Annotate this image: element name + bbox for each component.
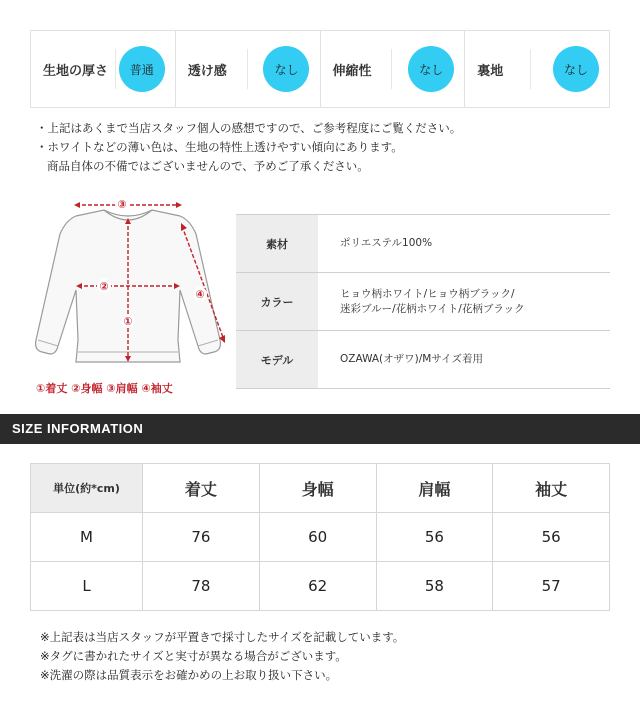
divider — [391, 49, 392, 89]
property-label: 生地の厚さ — [43, 63, 109, 79]
garment-measurement-diagram — [30, 190, 226, 380]
footnote-line: ※タグに書かれたサイズと実寸が異なる場合がございます。 — [40, 649, 347, 663]
property-badge: 普通 — [119, 46, 165, 92]
divider — [247, 49, 248, 89]
property-stretch — [321, 31, 466, 107]
spec-value — [318, 273, 610, 330]
column-header: 肩幅 — [376, 464, 493, 513]
measure-marker-length: ① — [123, 315, 133, 328]
note-line: 商品自体の不備ではございませんので、予めご了承ください。 — [47, 159, 369, 173]
measure-marker-shoulder: ③ — [117, 198, 127, 211]
spec-row-color — [236, 273, 610, 331]
size-value: 60 — [259, 513, 376, 562]
size-table-header — [31, 464, 610, 513]
spec-key: 素材 — [236, 215, 318, 272]
spec-value — [318, 331, 610, 388]
divider — [115, 49, 116, 89]
spec-value-line: ヒョウ柄ホワイト/ヒョウ柄ブラック/ — [340, 287, 515, 300]
size-value: 76 — [143, 513, 260, 562]
disclaimer-notes — [36, 119, 461, 176]
property-thickness — [31, 31, 176, 107]
fabric-properties — [30, 30, 610, 108]
size-label: L — [31, 562, 143, 611]
arrowhead — [74, 202, 80, 208]
column-header: 着丈 — [143, 464, 260, 513]
note-line: ・上記はあくまで当店スタッフ個人の感想ですので、ご参考程度にご覧ください。 — [36, 121, 462, 135]
product-spec-table — [236, 214, 610, 389]
spec-value — [318, 215, 610, 272]
property-badge: なし — [553, 46, 599, 92]
size-information-header — [0, 414, 640, 444]
footnote-line: ※上記表は当店スタッフが平置きで採寸したサイズを記載しています。 — [40, 630, 405, 644]
footnote-line: ※洗濯の際は品質表示をお確かめの上お取り扱い下さい。 — [40, 668, 338, 682]
spec-key: モデル — [236, 331, 318, 388]
divider — [530, 49, 531, 89]
spec-key: カラー — [236, 273, 318, 330]
measurement-legend: ①着丈 ②身幅 ③肩幅 ④袖丈 — [36, 382, 173, 395]
spec-value-line: ポリエステル100% — [340, 237, 433, 249]
size-value: 62 — [259, 562, 376, 611]
spec-value-line: OZAWA(オザワ)/Mサイズ着用 — [340, 353, 484, 365]
measure-marker-sleeve: ④ — [195, 288, 205, 301]
measure-marker-body: ② — [99, 280, 109, 293]
column-header: 身幅 — [259, 464, 376, 513]
unit-header: 単位(約*cm) — [31, 464, 143, 513]
table-row — [31, 513, 610, 562]
size-footnotes — [40, 628, 404, 685]
property-label: 透け感 — [187, 63, 227, 79]
size-value: 58 — [376, 562, 493, 611]
property-label: 伸縮性 — [332, 63, 372, 79]
size-value: 56 — [376, 513, 493, 562]
spec-row-material — [236, 215, 610, 273]
size-label: M — [31, 513, 143, 562]
size-value: 78 — [143, 562, 260, 611]
section-title: SIZE INFORMATION — [12, 421, 144, 436]
table-row — [31, 562, 610, 611]
size-value: 57 — [493, 562, 610, 611]
note-line: ・ホワイトなどの薄い色は、生地の特性上透けやすい傾向にあります。 — [36, 140, 403, 154]
property-sheerness — [176, 31, 321, 107]
column-header: 袖丈 — [493, 464, 610, 513]
property-label: 裏地 — [477, 63, 504, 79]
size-value: 56 — [493, 513, 610, 562]
spec-value-line: 迷彩ブルー/花柄ホワイト/花柄ブラック — [340, 302, 525, 315]
property-badge: なし — [263, 46, 309, 92]
property-badge: なし — [408, 46, 454, 92]
property-lining — [465, 31, 609, 107]
spec-row-model — [236, 331, 610, 389]
arrowhead — [176, 202, 182, 208]
size-table — [30, 463, 610, 611]
